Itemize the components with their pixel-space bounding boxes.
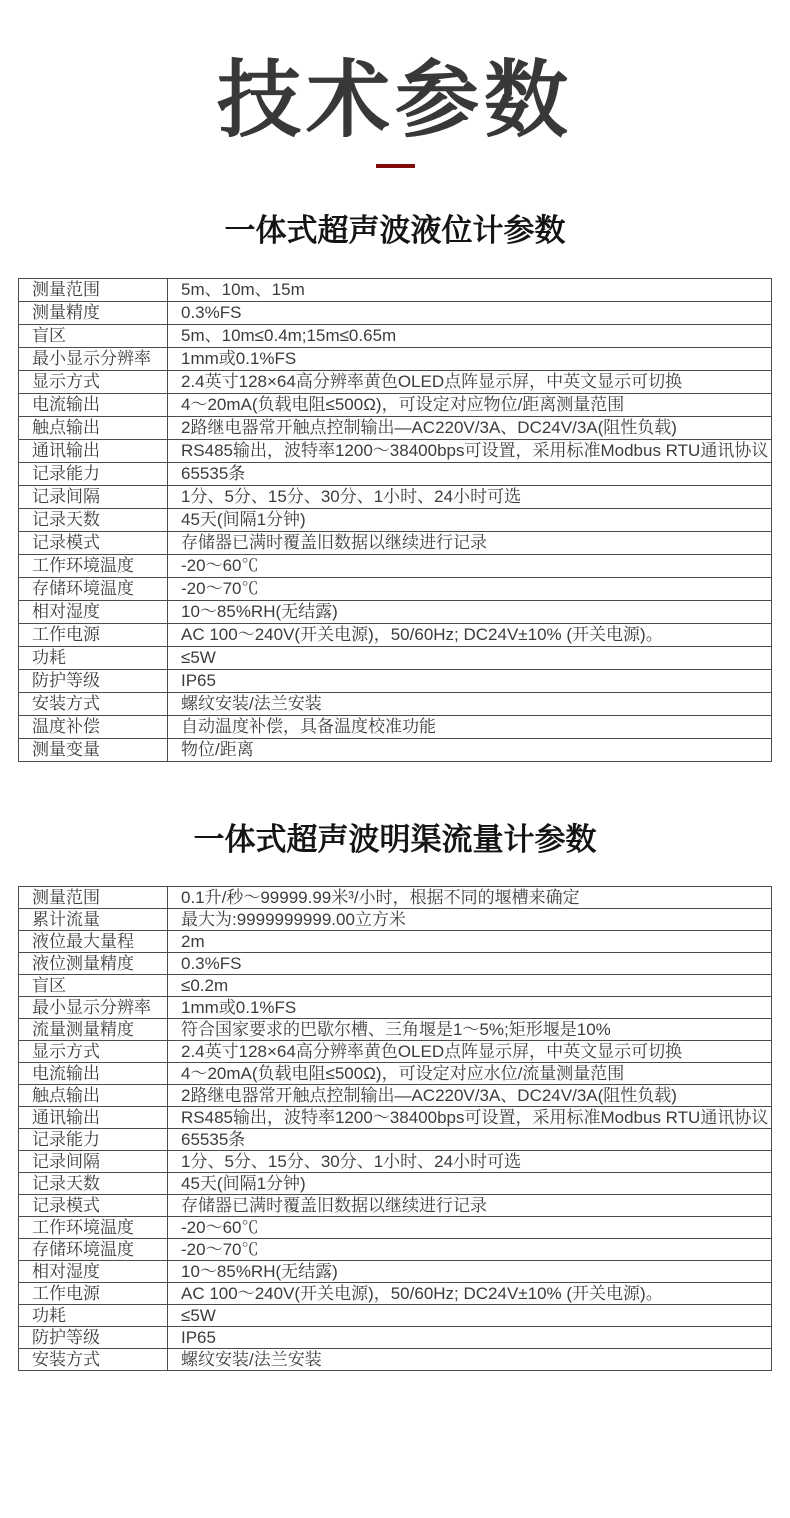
spec-label: 记录间隔 [19,485,168,508]
spec-row [19,1283,772,1305]
spec-row [19,715,772,738]
spec-label: 触点输出 [19,1085,168,1107]
spec-label: 工作电源 [19,623,168,646]
spec-label: 测量范围 [19,887,168,909]
spec-value: 最大为:9999999999.00立方米 [168,909,772,931]
spec-row [19,1085,772,1107]
spec-value: 0.1升/秒～99999.99米³/小时，根据不同的堰槽来确定 [168,887,772,909]
spec-row [19,485,772,508]
flow-meter-spec-table [18,886,772,1371]
spec-label: 工作环境温度 [19,1217,168,1239]
flow-meter-spec-table-body [19,887,772,1371]
spec-row [19,600,772,623]
section-title-flow-meter: 一体式超声波明渠流量计参数 [193,821,597,857]
spec-value: 65535条 [168,462,772,485]
spec-row [19,416,772,439]
spec-label: 测量范围 [19,278,168,301]
spec-value: 物位/距离 [168,738,772,761]
spec-label: 防护等级 [19,1327,168,1349]
spec-value: ≤5W [168,1305,772,1327]
spec-label: 电流输出 [19,393,168,416]
spec-row [19,393,772,416]
spec-row [19,1173,772,1195]
spec-label: 安装方式 [19,692,168,715]
spec-label: 记录间隔 [19,1151,168,1173]
spec-row [19,1305,772,1327]
spec-value: 2路继电器常开触点控制输出—AC220V/3A、DC24V/3A(阻性负载) [168,416,772,439]
spec-label: 存储环境温度 [19,1239,168,1261]
spec-value: 1分、5分、15分、30分、1小时、24小时可选 [168,1151,772,1173]
spec-label: 功耗 [19,646,168,669]
spec-row [19,1041,772,1063]
spec-row [19,439,772,462]
spec-row [19,1217,772,1239]
spec-value: ≤0.2m [168,975,772,997]
spec-value: 2.4英寸128×64高分辨率黄色OLED点阵显示屏，中英文显示可切换 [168,370,772,393]
spec-row [19,1327,772,1349]
spec-row [19,1349,772,1371]
spec-label: 通讯输出 [19,439,168,462]
spec-label: 工作电源 [19,1283,168,1305]
spec-value: 10～85%RH(无结露) [168,1261,772,1283]
spec-value: AC 100～240V(开关电源)，50/60Hz; DC24V±10% (开关电源)。 [168,1283,772,1305]
spec-value: 45天(间隔1分钟) [168,1173,772,1195]
spec-label: 电流输出 [19,1063,168,1085]
spec-value: 45天(间隔1分钟) [168,508,772,531]
spec-value: IP65 [168,669,772,692]
spec-label: 液位测量精度 [19,953,168,975]
spec-value: -20～70℃ [168,577,772,600]
spec-row [19,324,772,347]
spec-value: RS485输出，波特率1200～38400bps可设置，采用标准Modbus RTU通讯协议 [168,1107,772,1129]
spec-value: 2.4英寸128×64高分辨率黄色OLED点阵显示屏，中英文显示可切换 [168,1041,772,1063]
spec-value: AC 100～240V(开关电源)，50/60Hz; DC24V±10% (开关电源)。 [168,623,772,646]
spec-value: 1分、5分、15分、30分、1小时、24小时可选 [168,485,772,508]
spec-row [19,462,772,485]
spec-row [19,997,772,1019]
spec-label: 盲区 [19,324,168,347]
spec-row [19,1129,772,1151]
spec-value: 5m、10m≤0.4m;15m≤0.65m [168,324,772,347]
spec-value: 5m、10m、15m [168,278,772,301]
spec-label: 液位最大量程 [19,931,168,953]
level-meter-spec-table [18,278,772,762]
spec-label: 记录能力 [19,1129,168,1151]
spec-row [19,577,772,600]
spec-row [19,975,772,997]
spec-value: 螺纹安装/法兰安装 [168,1349,772,1371]
spec-row [19,887,772,909]
spec-label: 触点输出 [19,416,168,439]
spec-row [19,278,772,301]
spec-value: 符合国家要求的巴歇尔槽、三角堰是1～5%;矩形堰是10% [168,1019,772,1041]
spec-value: -20～70℃ [168,1239,772,1261]
spec-row [19,1239,772,1261]
spec-value: 2路继电器常开触点控制输出—AC220V/3A、DC24V/3A(阻性负载) [168,1085,772,1107]
page-title: 技术参数 [216,53,573,147]
spec-label: 记录能力 [19,462,168,485]
spec-row [19,931,772,953]
spec-row [19,347,772,370]
spec-label: 通讯输出 [19,1107,168,1129]
spec-label: 记录天数 [19,508,168,531]
spec-label: 盲区 [19,975,168,997]
spec-value: -20～60℃ [168,554,772,577]
spec-label: 工作环境温度 [19,554,168,577]
spec-label: 记录模式 [19,531,168,554]
spec-value: 0.3%FS [168,953,772,975]
spec-row [19,669,772,692]
section-title-level-meter: 一体式超声波液位计参数 [224,213,566,249]
spec-value: RS485输出，波特率1200～38400bps可设置，采用标准Modbus RTU通讯协议 [168,439,772,462]
spec-row [19,1019,772,1041]
spec-row [19,953,772,975]
spec-value: 螺纹安装/法兰安装 [168,692,772,715]
spec-label: 记录天数 [19,1173,168,1195]
spec-row [19,1107,772,1129]
spec-label: 最小显示分辨率 [19,997,168,1019]
spec-row [19,554,772,577]
spec-row [19,692,772,715]
spec-label: 累计流量 [19,909,168,931]
accent-dash [376,164,415,168]
spec-value: IP65 [168,1327,772,1349]
spec-row [19,646,772,669]
spec-value: ≤5W [168,646,772,669]
spec-label: 显示方式 [19,1041,168,1063]
spec-row [19,1151,772,1173]
spec-value: 0.3%FS [168,301,772,324]
spec-label: 相对湿度 [19,600,168,623]
spec-value: 2m [168,931,772,953]
spec-value: 4～20mA(负载电阻≤500Ω)，可设定对应物位/距离测量范围 [168,393,772,416]
spec-row [19,909,772,931]
spec-value: 1mm或0.1%FS [168,997,772,1019]
spec-row [19,301,772,324]
spec-label: 记录模式 [19,1195,168,1217]
spec-value: 存储器已满时覆盖旧数据以继续进行记录 [168,531,772,554]
spec-label: 最小显示分辨率 [19,347,168,370]
spec-label: 温度补偿 [19,715,168,738]
spec-label: 相对湿度 [19,1261,168,1283]
spec-label: 测量精度 [19,301,168,324]
spec-label: 安装方式 [19,1349,168,1371]
spec-value: 65535条 [168,1129,772,1151]
spec-row [19,738,772,761]
spec-label: 功耗 [19,1305,168,1327]
level-meter-spec-table-body [19,278,772,761]
spec-label: 存储环境温度 [19,577,168,600]
spec-row [19,1195,772,1217]
spec-label: 测量变量 [19,738,168,761]
spec-value: 4～20mA(负载电阻≤500Ω)，可设定对应水位/流量测量范围 [168,1063,772,1085]
spec-label: 流量测量精度 [19,1019,168,1041]
spec-value: 存储器已满时覆盖旧数据以继续进行记录 [168,1195,772,1217]
spec-row [19,623,772,646]
spec-value: -20～60℃ [168,1217,772,1239]
spec-label: 显示方式 [19,370,168,393]
spec-value: 10～85%RH(无结露) [168,600,772,623]
spec-label: 防护等级 [19,669,168,692]
spec-row [19,1261,772,1283]
spec-row [19,370,772,393]
spec-row [19,1063,772,1085]
spec-row [19,531,772,554]
spec-value: 1mm或0.1%FS [168,347,772,370]
spec-row [19,508,772,531]
spec-value: 自动温度补偿，具备温度校准功能 [168,715,772,738]
